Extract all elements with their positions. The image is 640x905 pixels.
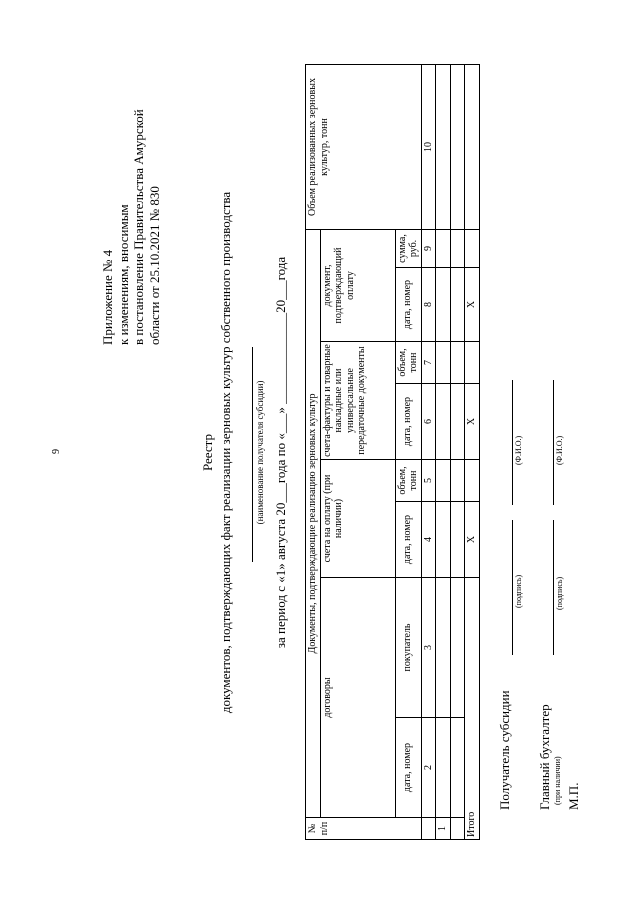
table-row [436,65,451,840]
recipient-name-line [252,347,253,562]
table-cell [436,578,451,718]
header-volume-tons: объем, тонн [395,342,421,384]
col-number-cell: 2 [421,718,436,818]
table-cell [450,718,465,818]
total-mark: X [465,268,480,342]
table-cell [450,342,465,384]
appendix-line: области от 25.10.2021 № 830 [146,186,162,345]
table-cell [436,268,451,342]
col-number-cell: 6 [421,384,436,460]
header-buyer: покупатель [395,578,421,718]
table-cell [450,268,465,342]
recipient-label: Получатель субсидии [497,690,512,810]
header-date-number: дата, номер [395,718,421,818]
fio-caption: (Ф.И.О.) [514,435,523,465]
accountant-label: Главный бухгалтер [537,704,552,810]
col-number-cell: 9 [421,230,436,268]
col-number-cell [421,818,436,840]
document-subtitle: документов, подтверждающих факт реализации зерновых культур собственного производства [218,191,233,714]
fio-caption: (Ф.И.О.) [555,435,564,465]
total-mark: X [465,502,480,578]
table-cell [450,384,465,460]
total-mark: X [465,384,480,460]
table-cell [436,460,451,502]
stamp-mark: М.П. [566,782,581,810]
signature-caption: (подпись) [514,574,523,608]
accountant-signature-line [553,520,554,655]
header-date-number: дата, номер [395,502,421,578]
header-invoices: счета-фактуры и товарные накладные или универсальные передаточные документы [320,342,395,460]
row-number: 1 [436,818,451,840]
accountant-fio-line [553,380,554,505]
col-number-cell: 3 [421,578,436,718]
col-number-cell: 10 [421,65,436,230]
col-number-cell: 5 [421,460,436,502]
col-number-cell: 8 [421,268,436,342]
header-volume-tons: объем, тонн [395,460,421,502]
table-cell [436,342,451,384]
table-cell [436,65,451,230]
table-cell [450,502,465,578]
table-cell [465,230,480,268]
table-cell [436,718,451,818]
col-number-cell: 7 [421,342,436,384]
appendix-line: в постановление Правительства Амурской [131,109,146,345]
table-cell [450,818,465,840]
signature-caption: (подпись) [555,576,564,610]
page-number: 9 [51,449,62,454]
header-payment-doc: документ, подтверждающий оплату [320,230,395,342]
header-contracts: договоры [320,578,395,818]
table-cell [436,502,451,578]
table-cell [465,65,480,230]
recipient-fio-line [512,380,513,505]
registry-table [305,64,480,840]
header-volume: Объем реализованных зерновых культур, тонн [306,65,422,230]
accountant-note: (при наличии) [553,756,562,805]
table-cell [450,230,465,268]
total-row [465,65,480,840]
table-cell [436,230,451,268]
table-cell [450,578,465,718]
header-documents: Документы, подтверждающие реализацию зерновых культур [306,230,321,818]
document-title: Реестр [200,433,215,472]
header-num: № п/п [306,818,422,840]
header-invoices-payment: счета на оплату (при наличии) [320,460,395,578]
total-label: Итого [465,578,480,840]
table-row [450,65,465,840]
header-date-number: дата, номер [395,384,421,460]
period-line: за период с «1» августа 20___года по «___» ______________20___года [273,256,288,649]
recipient-signature-line [512,520,513,655]
table-cell [450,65,465,230]
table-cell [465,342,480,384]
appendix-line: к изменениям, вносимым [115,204,131,345]
header-sum: сумма, руб. [395,230,421,268]
appendix-header [100,25,162,345]
table-cell [436,384,451,460]
recipient-caption: (наименование получателя субсидии) [255,380,265,525]
table-cell [465,460,480,502]
appendix-line: Приложение № 4 [100,249,115,345]
col-number-cell: 4 [421,502,436,578]
header-date-number: дата, номер [395,268,421,342]
table-cell [450,460,465,502]
